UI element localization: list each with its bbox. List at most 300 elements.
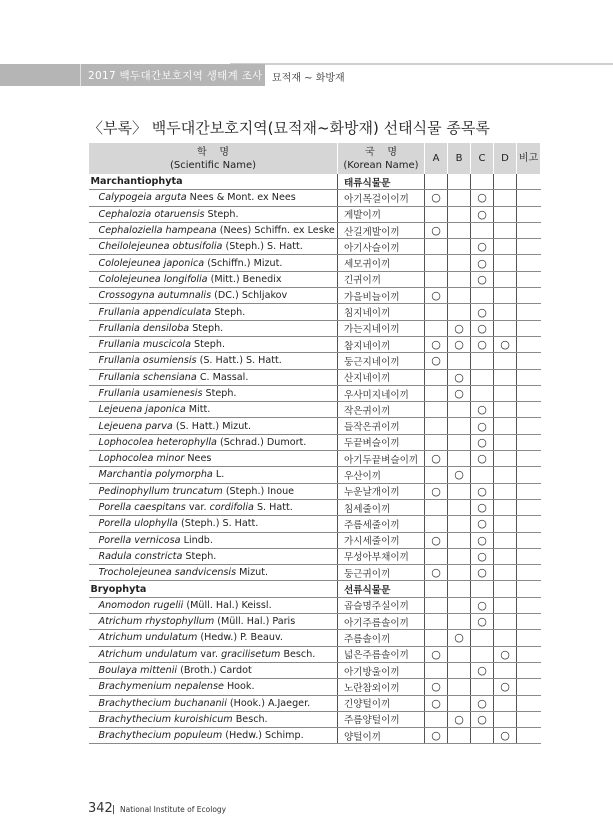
mark-cell-d bbox=[494, 614, 517, 630]
presence-mark: ○ bbox=[454, 468, 464, 482]
korean-name: 산길게발이끼 bbox=[338, 222, 425, 238]
table-header-row bbox=[89, 143, 541, 174]
taxon-name: Trocholejeunea sandvicensis bbox=[98, 567, 237, 579]
mark-cell-b bbox=[448, 630, 471, 646]
table-row bbox=[89, 222, 541, 238]
mark-cell-a bbox=[425, 711, 448, 727]
presence-mark: ○ bbox=[477, 615, 487, 629]
mark-cell-d bbox=[494, 695, 517, 711]
mark-cell-c bbox=[471, 206, 494, 222]
table-row bbox=[89, 434, 541, 450]
author: Steph. bbox=[189, 322, 224, 334]
note-cell bbox=[517, 499, 541, 515]
table-row bbox=[89, 679, 541, 695]
mark-cell-b bbox=[448, 206, 471, 222]
korean-name: 누운날개이끼 bbox=[338, 483, 425, 499]
mark-cell-d bbox=[494, 385, 517, 401]
mark-cell-c bbox=[471, 711, 494, 727]
korean-name: 아기방울이끼 bbox=[338, 662, 425, 678]
mark-cell-a bbox=[425, 239, 448, 255]
mark-cell-c bbox=[471, 483, 494, 499]
page-number: 342 bbox=[88, 801, 113, 816]
author: (Steph.) Inoue bbox=[222, 485, 295, 497]
mark-cell-b bbox=[448, 271, 471, 287]
taxon-name: Frullania muscicola bbox=[98, 339, 191, 351]
presence-mark: ○ bbox=[431, 729, 441, 743]
presence-mark: ○ bbox=[454, 387, 464, 400]
mark-cell-b bbox=[448, 499, 471, 515]
korean-name: 긴양털이끼 bbox=[338, 695, 425, 711]
header-korean-name bbox=[338, 143, 425, 174]
mark-cell-c bbox=[471, 320, 494, 336]
mark-cell-a bbox=[425, 728, 448, 744]
mark-cell-c bbox=[471, 336, 494, 352]
table-row bbox=[89, 271, 541, 287]
taxon-name: Cephaloziella hampeana bbox=[98, 225, 217, 237]
mark-cell-c bbox=[471, 239, 494, 255]
mark-cell-b bbox=[448, 369, 471, 385]
note-cell bbox=[517, 548, 541, 564]
presence-mark: ○ bbox=[454, 321, 464, 335]
note-cell bbox=[517, 581, 541, 597]
header-kor-en: (Korean Name) bbox=[343, 159, 419, 171]
author: (Steph.) S. Hatt. bbox=[222, 241, 303, 253]
author: Steph. bbox=[211, 306, 246, 318]
scientific-name bbox=[89, 679, 338, 695]
scientific-name bbox=[89, 434, 338, 450]
mark-cell-d bbox=[494, 174, 517, 190]
taxon-name: Radula constricta bbox=[98, 550, 183, 562]
mark-cell-d bbox=[494, 499, 517, 515]
group-row bbox=[89, 174, 541, 190]
taxon-name: Lejeuena parva bbox=[98, 420, 173, 432]
taxon-name: Porella ulophylla bbox=[98, 518, 178, 530]
header-note: 비고 bbox=[517, 143, 541, 174]
korean-name: 게발이끼 bbox=[338, 206, 425, 222]
section-label: 묘적재 ~ 화방재 bbox=[272, 73, 345, 84]
mark-cell-c bbox=[471, 418, 494, 434]
mark-cell-d bbox=[494, 483, 517, 499]
scientific-name bbox=[89, 597, 338, 613]
table-row bbox=[89, 565, 541, 581]
mark-cell-a bbox=[425, 532, 448, 548]
presence-mark: ○ bbox=[477, 712, 487, 726]
mark-cell-c bbox=[471, 304, 494, 320]
mark-cell-b bbox=[448, 548, 471, 564]
mark-cell-c bbox=[471, 271, 494, 287]
author: S. Hatt. bbox=[253, 502, 293, 514]
scientific-name bbox=[89, 483, 338, 499]
taxon-name: Crossogyna autumnalis bbox=[98, 290, 212, 302]
author: (S. Hatt.) Mizut. bbox=[172, 420, 252, 432]
table-row bbox=[89, 255, 541, 271]
korean-name: 우산이끼 bbox=[338, 467, 425, 483]
mark-cell-a bbox=[425, 255, 448, 271]
mark-cell-b bbox=[448, 190, 471, 206]
mark-cell-b bbox=[448, 434, 471, 450]
author: Steph. bbox=[204, 208, 239, 220]
presence-mark: ○ bbox=[477, 549, 487, 563]
table-body bbox=[89, 174, 541, 744]
note-cell bbox=[517, 369, 541, 385]
mark-cell-b bbox=[448, 304, 471, 320]
presence-mark: ○ bbox=[477, 484, 487, 498]
presence-mark: ○ bbox=[431, 533, 441, 547]
presence-mark: ○ bbox=[477, 191, 487, 205]
korean-name: 아기두끝벼슬이끼 bbox=[338, 451, 425, 467]
presence-mark: ○ bbox=[454, 338, 464, 352]
mark-cell-a bbox=[425, 695, 448, 711]
author: (Broth.) Cardot bbox=[177, 665, 252, 677]
korean-name: 아기주름솔이끼 bbox=[338, 614, 425, 630]
scientific-name bbox=[89, 565, 338, 581]
footer-divider bbox=[113, 805, 114, 814]
mark-cell-a bbox=[425, 320, 448, 336]
mark-cell-d bbox=[494, 662, 517, 678]
presence-mark: ○ bbox=[477, 240, 487, 254]
mark-cell-a bbox=[425, 597, 448, 613]
presence-mark: ○ bbox=[431, 647, 441, 661]
mark-cell-a bbox=[425, 516, 448, 532]
mark-cell-c bbox=[471, 646, 494, 662]
taxon-name: Lophocolea heterophylla bbox=[98, 436, 217, 448]
mark-cell-b bbox=[448, 646, 471, 662]
author: (Hook.) A.Jaeger. bbox=[226, 697, 311, 709]
header-c: C bbox=[471, 143, 494, 174]
author: L. bbox=[212, 469, 225, 481]
presence-mark: ○ bbox=[454, 370, 464, 384]
table-row bbox=[89, 483, 541, 499]
korean-name: 가는지네이끼 bbox=[338, 320, 425, 336]
presence-mark: ○ bbox=[431, 484, 441, 498]
korean-name: 주름솔이끼 bbox=[338, 630, 425, 646]
mark-cell-c bbox=[471, 255, 494, 271]
mark-cell-b bbox=[448, 614, 471, 630]
mark-cell-d bbox=[494, 630, 517, 646]
mark-cell-a bbox=[425, 190, 448, 206]
mark-cell-b bbox=[448, 385, 471, 401]
mark-cell-d bbox=[494, 222, 517, 238]
mark-cell-d bbox=[494, 271, 517, 287]
taxon-name: Brachythecium kuroishicum bbox=[98, 713, 233, 725]
mark-cell-a bbox=[425, 499, 448, 515]
note-cell bbox=[517, 288, 541, 304]
presence-mark: ○ bbox=[477, 338, 487, 352]
header-rule bbox=[230, 63, 613, 65]
mark-cell-a bbox=[425, 662, 448, 678]
table-row bbox=[89, 336, 541, 352]
scientific-name bbox=[89, 467, 338, 483]
note-cell bbox=[517, 222, 541, 238]
mark-cell-d bbox=[494, 369, 517, 385]
table-row bbox=[89, 385, 541, 401]
mark-cell-d bbox=[494, 728, 517, 744]
note-cell bbox=[517, 434, 541, 450]
mark-cell-c bbox=[471, 369, 494, 385]
mark-cell-d bbox=[494, 402, 517, 418]
taxon-name: Cheilolejeunea obtusifolia bbox=[98, 241, 223, 253]
korean-name: 우사미지네이끼 bbox=[338, 385, 425, 401]
presence-mark: ○ bbox=[477, 272, 487, 286]
note-cell bbox=[517, 304, 541, 320]
author: Besch. bbox=[232, 713, 268, 725]
mark-cell-a bbox=[425, 581, 448, 597]
mark-cell-b bbox=[448, 597, 471, 613]
header-band-divider bbox=[80, 64, 81, 86]
presence-mark: ○ bbox=[477, 533, 487, 547]
taxon-name: Brachymenium nepalense bbox=[98, 681, 224, 693]
mark-cell-d bbox=[494, 206, 517, 222]
header-sci-en: (Scientific Name) bbox=[169, 159, 257, 171]
korean-name: 세모귀이끼 bbox=[338, 255, 425, 271]
presence-mark: ○ bbox=[477, 566, 487, 580]
mark-cell-d bbox=[494, 532, 517, 548]
presence-mark: ○ bbox=[477, 517, 487, 531]
author: Steph. bbox=[182, 550, 217, 562]
author: (Hedw.) P. Beauv. bbox=[197, 632, 283, 644]
taxon-name: Atrichum undulatum bbox=[98, 648, 198, 660]
mark-cell-a bbox=[425, 483, 448, 499]
mark-cell-b bbox=[448, 581, 471, 597]
author: Besch. bbox=[280, 648, 316, 660]
author: Nees bbox=[184, 453, 212, 465]
taxon-name: Porella caespitans bbox=[98, 502, 186, 514]
header-scientific-name bbox=[89, 143, 338, 174]
table-row bbox=[89, 646, 541, 662]
mark-cell-a bbox=[425, 369, 448, 385]
mark-cell-d bbox=[494, 239, 517, 255]
korean-name: 작은귀이끼 bbox=[338, 402, 425, 418]
korean-name: 참지네이끼 bbox=[338, 336, 425, 352]
table-row bbox=[89, 353, 541, 369]
taxon-name: Frullania schensiana bbox=[98, 371, 197, 383]
presence-mark: ○ bbox=[431, 696, 441, 710]
mark-cell-b bbox=[448, 483, 471, 499]
mark-cell-d bbox=[494, 679, 517, 695]
publisher-name: National Institute of Ecology bbox=[120, 805, 227, 814]
scientific-name bbox=[89, 190, 338, 206]
mark-cell-b bbox=[448, 353, 471, 369]
taxon-name: Atrichum rhystophyllum bbox=[98, 616, 215, 628]
mark-cell-a bbox=[425, 565, 448, 581]
header-b: B bbox=[448, 143, 471, 174]
scientific-name bbox=[89, 320, 338, 336]
mark-cell-d bbox=[494, 255, 517, 271]
note-cell bbox=[517, 190, 541, 206]
header-d: D bbox=[494, 143, 517, 174]
korean-name: 침세줄이끼 bbox=[338, 499, 425, 515]
presence-mark: ○ bbox=[431, 224, 441, 238]
taxon-name: Cololejeunea japonica bbox=[98, 257, 205, 269]
scientific-name bbox=[89, 662, 338, 678]
korean-name: 곱슬명주실이끼 bbox=[338, 597, 425, 613]
mark-cell-d bbox=[494, 646, 517, 662]
korean-name: 주름양털이끼 bbox=[338, 711, 425, 727]
mark-cell-b bbox=[448, 695, 471, 711]
mark-cell-c bbox=[471, 630, 494, 646]
mark-cell-c bbox=[471, 597, 494, 613]
mark-cell-a bbox=[425, 222, 448, 238]
infraspecific-name: cordifolia bbox=[209, 502, 254, 514]
presence-mark: ○ bbox=[431, 566, 441, 580]
presence-mark: ○ bbox=[477, 419, 487, 433]
mark-cell-a bbox=[425, 385, 448, 401]
mark-cell-c bbox=[471, 662, 494, 678]
table-row bbox=[89, 467, 541, 483]
table-row bbox=[89, 369, 541, 385]
scientific-name bbox=[89, 271, 338, 287]
presence-mark: ○ bbox=[454, 631, 464, 645]
mark-cell-a bbox=[425, 353, 448, 369]
note-cell bbox=[517, 516, 541, 532]
scientific-name bbox=[89, 499, 338, 515]
mark-cell-c bbox=[471, 614, 494, 630]
mark-cell-a bbox=[425, 174, 448, 190]
mark-cell-c bbox=[471, 288, 494, 304]
taxon-name: Cephalozia otaruensis bbox=[98, 208, 205, 220]
mark-cell-d bbox=[494, 548, 517, 564]
mark-cell-d bbox=[494, 336, 517, 352]
group-name: Marchantiophyta bbox=[89, 174, 338, 190]
mark-cell-d bbox=[494, 320, 517, 336]
presence-mark: ○ bbox=[500, 647, 510, 661]
mark-cell-c bbox=[471, 385, 494, 401]
mark-cell-b bbox=[448, 336, 471, 352]
mark-cell-b bbox=[448, 320, 471, 336]
presence-mark: ○ bbox=[431, 338, 441, 352]
mark-cell-b bbox=[448, 222, 471, 238]
author: Lindb. bbox=[180, 534, 213, 546]
mark-cell-a bbox=[425, 288, 448, 304]
mark-cell-a bbox=[425, 451, 448, 467]
mark-cell-c bbox=[471, 728, 494, 744]
author: Hook. bbox=[223, 681, 255, 693]
presence-mark: ○ bbox=[500, 729, 510, 743]
table-row bbox=[89, 728, 541, 744]
table-row bbox=[89, 402, 541, 418]
korean-name: 가을비늘이끼 bbox=[338, 288, 425, 304]
group-korean-name: 선류식물문 bbox=[338, 581, 425, 597]
presence-mark: ○ bbox=[477, 321, 487, 335]
mark-cell-a bbox=[425, 548, 448, 564]
taxon-name: Brachythecium populeum bbox=[98, 730, 223, 742]
table-row bbox=[89, 451, 541, 467]
mark-cell-c bbox=[471, 174, 494, 190]
table-row bbox=[89, 597, 541, 613]
presence-mark: ○ bbox=[431, 289, 441, 303]
note-cell bbox=[517, 336, 541, 352]
korean-name: 아기목걸이이끼 bbox=[338, 190, 425, 206]
header-a: A bbox=[425, 143, 448, 174]
presence-mark: ○ bbox=[477, 305, 487, 319]
table-row bbox=[89, 320, 541, 336]
scientific-name bbox=[89, 728, 338, 744]
korean-name: 양털이끼 bbox=[338, 728, 425, 744]
mark-cell-b bbox=[448, 255, 471, 271]
taxon-name: Marchantia polymorpha bbox=[98, 469, 213, 481]
mark-cell-c bbox=[471, 434, 494, 450]
mark-cell-b bbox=[448, 418, 471, 434]
korean-name: 둥근귀이끼 bbox=[338, 565, 425, 581]
mark-cell-d bbox=[494, 190, 517, 206]
mark-cell-c bbox=[471, 451, 494, 467]
mark-cell-d bbox=[494, 304, 517, 320]
scientific-name bbox=[89, 288, 338, 304]
scientific-name bbox=[89, 385, 338, 401]
mark-cell-c bbox=[471, 499, 494, 515]
korean-name: 산지네이끼 bbox=[338, 369, 425, 385]
taxon-name: Lejeuena japonica bbox=[98, 404, 186, 416]
presence-mark: ○ bbox=[477, 452, 487, 466]
presence-mark: ○ bbox=[431, 354, 441, 368]
taxon-name: Anomodon rugelii bbox=[98, 599, 184, 611]
note-cell bbox=[517, 271, 541, 287]
scientific-name bbox=[89, 630, 338, 646]
author: (Mitt.) Benedix bbox=[207, 273, 282, 285]
mark-cell-c bbox=[471, 353, 494, 369]
presence-mark: ○ bbox=[477, 501, 487, 515]
scientific-name bbox=[89, 353, 338, 369]
scientific-name bbox=[89, 369, 338, 385]
table-row bbox=[89, 614, 541, 630]
korean-name: 침지네이끼 bbox=[338, 304, 425, 320]
mark-cell-d bbox=[494, 467, 517, 483]
table-row bbox=[89, 695, 541, 711]
mark-cell-a bbox=[425, 467, 448, 483]
mark-cell-c bbox=[471, 581, 494, 597]
author: (DC.) Schljakov bbox=[211, 290, 288, 302]
note-cell bbox=[517, 597, 541, 613]
presence-mark: ○ bbox=[431, 191, 441, 205]
scientific-name bbox=[89, 418, 338, 434]
mark-cell-a bbox=[425, 434, 448, 450]
mark-cell-a bbox=[425, 614, 448, 630]
species-table bbox=[88, 143, 541, 744]
mark-cell-c bbox=[471, 516, 494, 532]
page-title: 〈부록〉 백두대간보호지역(묘적재~화방재) 선태식물 종목록 bbox=[88, 119, 490, 137]
note-cell bbox=[517, 467, 541, 483]
table-row bbox=[89, 304, 541, 320]
note-cell bbox=[517, 695, 541, 711]
table-row bbox=[89, 288, 541, 304]
author: Steph. bbox=[202, 388, 237, 399]
table-row bbox=[89, 711, 541, 727]
mark-cell-c bbox=[471, 532, 494, 548]
author: Nees & Mont. ex Nees bbox=[186, 192, 296, 204]
mark-cell-b bbox=[448, 516, 471, 532]
scientific-name bbox=[89, 336, 338, 352]
mark-cell-d bbox=[494, 288, 517, 304]
mark-cell-b bbox=[448, 402, 471, 418]
table-row bbox=[89, 206, 541, 222]
taxon-name: Frullania appendiculata bbox=[98, 306, 212, 318]
table-row bbox=[89, 532, 541, 548]
scientific-name bbox=[89, 695, 338, 711]
note-cell bbox=[517, 255, 541, 271]
note-cell bbox=[517, 711, 541, 727]
mark-cell-d bbox=[494, 434, 517, 450]
note-cell bbox=[517, 174, 541, 190]
mark-cell-a bbox=[425, 679, 448, 695]
table-row bbox=[89, 516, 541, 532]
mark-cell-d bbox=[494, 581, 517, 597]
table-row bbox=[89, 239, 541, 255]
taxon-name: Atrichum undulatum bbox=[98, 632, 198, 644]
group-korean-name: 태류식물문 bbox=[338, 174, 425, 190]
group-row bbox=[89, 581, 541, 597]
group-name: Bryophyta bbox=[89, 581, 338, 597]
scientific-name bbox=[89, 614, 338, 630]
